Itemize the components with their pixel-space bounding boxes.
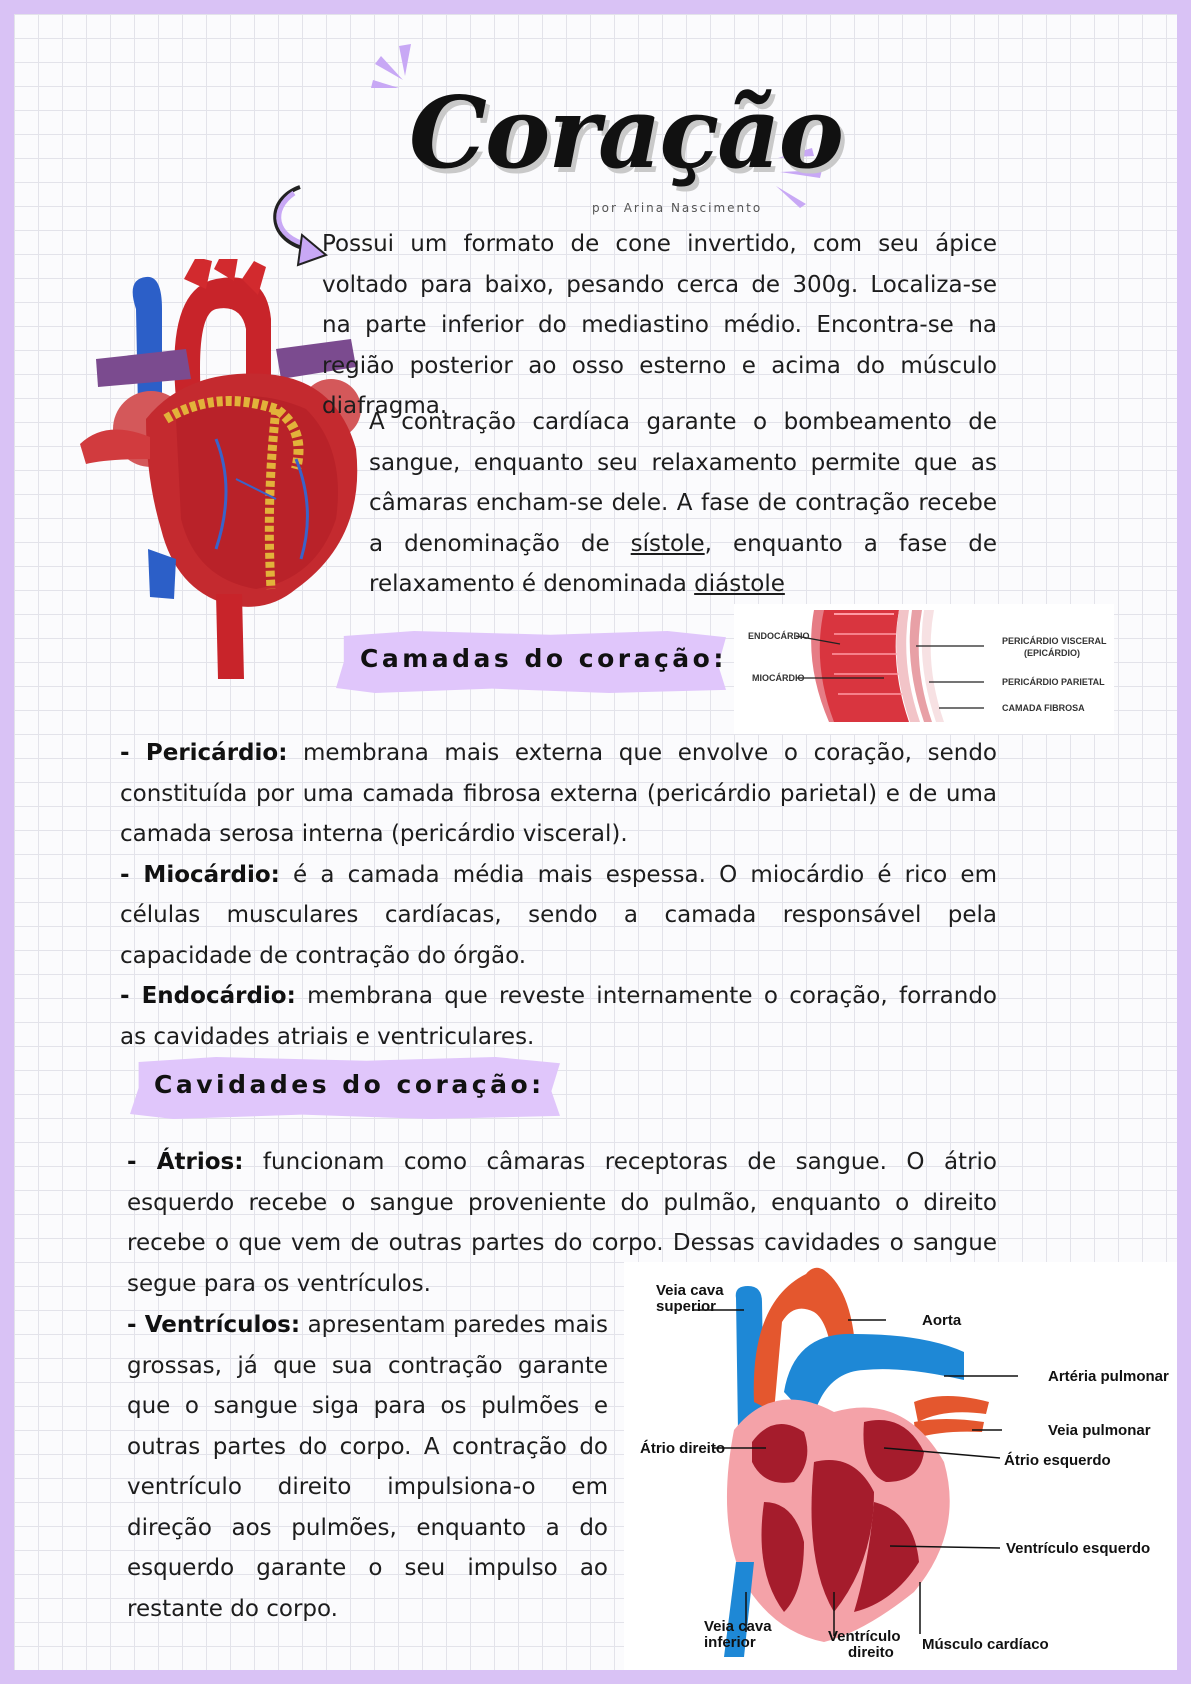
miocardio-text: é a camada média mais espessa. O miocárdio é rico em células musculares cardíacas, sendo a camada responsável pela capacidade de contração do órgão. [120,861,997,969]
label-veia-cava-superior-1: Veia cava [656,1282,724,1299]
pericardio-term: - Pericárdio: [120,740,288,766]
heart-chambers-diagram [624,1262,1177,1670]
page-sheet [14,14,1177,1670]
intro-p2-text-a: A contração cardíaca garante o bombeamento de sangue, enquanto seu relaxamento permite que as câmaras encham-se dele. A fase de contração recebe a denominação de [369,409,997,557]
label-endocardio: ENDOCÁRDIO [748,631,810,641]
label-veia-cava-inferior-1: Veia cava [704,1618,772,1635]
camadas-heading: Camadas do coração: [360,644,727,673]
heart-wall-layers-diagram [734,604,1114,734]
ventriculos-text: apresentam paredes mais grossas, já que sua contração garante que o sangue siga para os pulmões e outras partes do corpo. A contração do ventrículo direito impulsiona-o em direção aos pulmões, enquanto a do esquerdo garante o seu impulso ao restante do corpo. [127,1312,608,1622]
author-byline: por Arina Nascimento [592,201,763,215]
endocardio-item [120,976,997,1057]
pericardio-item [120,733,997,855]
miocardio-item [120,855,997,977]
cavidades-heading: Cavidades do coração: [154,1070,545,1099]
intro-paragraph-1: Possui um formato de cone invertido, com seu ápice voltado para baixo, pesando cerca de 300g. Localiza-se na parte inferior do mediastino médio. Encontra-se na região posterior ao osso esterno e acima do músculo diafragma. [322,231,997,419]
label-miocardio: MIOCÁRDIO [752,673,805,683]
label-atrio-esquerdo: Átrio esquerdo [1004,1452,1111,1469]
label-ventriculo-direito-2: direito [848,1644,894,1661]
label-camada-fibrosa: CAMADA FIBROSA [1002,703,1085,713]
camadas-paragraph [120,733,997,1057]
label-ventriculo-esquerdo: Ventrículo esquerdo [1006,1540,1151,1557]
term-sistole: sístole [630,530,705,557]
label-atrio-direito: Átrio direito [640,1440,725,1457]
label-musculo-cardiaco: Músculo cardíaco [922,1636,1049,1653]
label-pericardio-parietal: PERICÁRDIO PARIETAL [1002,677,1105,687]
atrios-term: - Átrios: [127,1149,244,1175]
page-title: Coração [409,76,843,191]
heart-wall-layers-graphic [734,604,1114,734]
miocardio-term: - Miocárdio: [120,861,280,888]
intro-paragraph-2 [369,402,997,605]
label-arteria-pulmonar: Artéria pulmonar [1048,1368,1169,1385]
ventriculos-paragraph [127,1305,608,1629]
atrios-text: funcionam como câmaras receptoras de sangue. O átrio esquerdo recebe o sangue proveniente do pulmão, enquanto o direito recebe o que vem de outras partes do corpo. Dessas cavidades o sangue segue para os ventrículos. [127,1149,997,1297]
label-pericardio-visceral: PERICÁRDIO VISCERAL [1002,636,1107,646]
label-aorta: Aorta [922,1312,962,1329]
endocardio-term: - Endocárdio: [120,983,296,1009]
intro-p2-text-b: , enquanto a fase de relaxamento é denominada [369,530,997,597]
label-veia-pulmonar: Veia pulmonar [1048,1422,1151,1439]
label-veia-cava-superior-2: superior [656,1298,717,1315]
endocardio-text: membrana que reveste internamente o coração, forrando as cavidades atriais e ventriculares. [120,983,997,1050]
ventriculos-term: - Ventrículos: [127,1312,301,1338]
pericardio-text: membrana mais externa que envolve o coração, sendo constituída por uma camada fibrosa externa (pericárdio parietal) e de uma camada serosa interna (pericárdio visceral). [120,740,997,847]
label-epicardio: (EPICÁRDIO) [1024,648,1080,658]
term-diastole: diástole [694,571,785,597]
label-veia-cava-inferior-2: inferior [704,1634,756,1651]
label-ventriculo-direito-1: Ventrículo [828,1628,901,1645]
